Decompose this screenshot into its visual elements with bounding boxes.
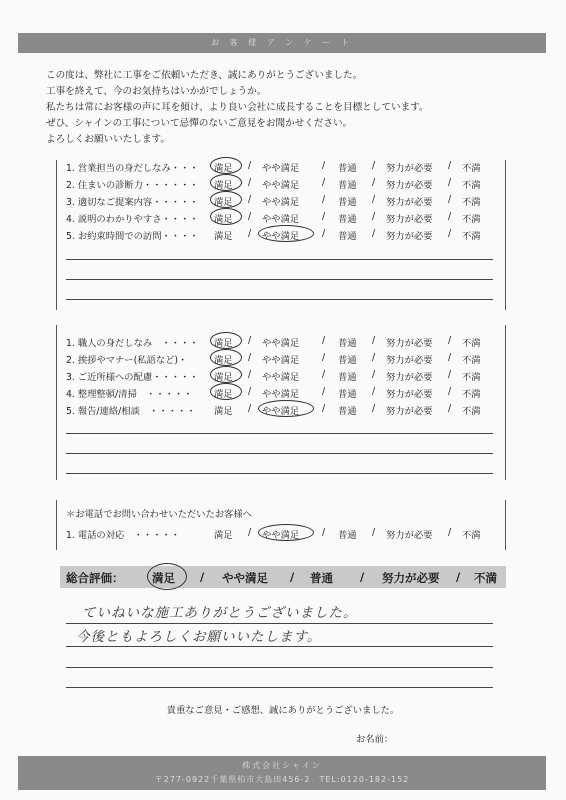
- option-separator: /: [248, 403, 252, 414]
- rating-row: [66, 194, 496, 210]
- handwritten-comment: 今後ともよろしくお願いいたします。: [76, 629, 322, 645]
- rating-question: 5. 報告/連絡/相談 ・・・・・: [66, 406, 196, 417]
- overall-separator: /: [200, 570, 205, 584]
- rating-option[interactable]: 努力が必要: [386, 406, 433, 417]
- option-separator: /: [372, 352, 376, 363]
- comment-line: [66, 473, 493, 474]
- option-separator: /: [448, 228, 452, 239]
- overall-option[interactable]: 不満: [474, 571, 497, 585]
- rating-question: 2. 挨拶やマナー(私語など)・: [66, 355, 188, 366]
- comment-line: [66, 453, 493, 454]
- option-separator: /: [372, 369, 376, 380]
- option-separator: /: [248, 194, 252, 205]
- rating-row: [66, 160, 496, 176]
- option-separator: /: [372, 386, 376, 397]
- rating-option[interactable]: 満足: [214, 163, 233, 174]
- option-separator: /: [322, 335, 326, 346]
- rating-option[interactable]: やや満足: [262, 180, 300, 191]
- comment-line: [66, 667, 493, 668]
- rating-option[interactable]: 不満: [462, 355, 481, 366]
- intro-text: [46, 68, 516, 148]
- rating-option[interactable]: 普通: [338, 180, 357, 191]
- option-separator: /: [448, 194, 452, 205]
- comment-line: [66, 646, 493, 647]
- option-separator: /: [322, 194, 326, 205]
- section1-right-border: [505, 160, 506, 310]
- rating-option[interactable]: 満足: [214, 180, 233, 191]
- survey-title: お 客 様 ア ン ケ ー ト: [18, 33, 546, 53]
- intro-line: 工事を終えて、今のお気持ちはいかがでしょうか。: [46, 86, 267, 97]
- rating-option[interactable]: 普通: [338, 355, 357, 366]
- option-separator: /: [448, 527, 452, 538]
- option-separator: /: [248, 527, 252, 538]
- rating-question: 2. 住まいの診断力・・・・・・: [66, 180, 199, 191]
- rating-question: 4. 説明のわかりやすさ・・・・: [66, 214, 199, 225]
- intro-line: 私たちは常にお客様の声に耳を傾け、より良い会社に成長することを目標としています。: [46, 102, 429, 113]
- option-separator: /: [322, 403, 326, 414]
- rating-option[interactable]: 不満: [462, 406, 481, 417]
- rating-question: 1. 職人の身だしなみ ・・・・: [66, 338, 199, 349]
- intro-line: この度は、弊社に工事をご依頼いただき、誠にありがとうございました。: [46, 70, 363, 81]
- option-separator: /: [248, 335, 252, 346]
- comment-line: [66, 279, 493, 280]
- rating-option[interactable]: 満足: [214, 406, 233, 417]
- rating-row: [66, 335, 496, 351]
- selected-option-circle: [210, 157, 242, 174]
- section2-left-border: [56, 325, 57, 480]
- option-separator: /: [448, 369, 452, 380]
- rating-option[interactable]: やや満足: [262, 530, 300, 541]
- rating-question: 4. 整理整頓/清掃 ・・・・・: [66, 389, 193, 400]
- rating-option[interactable]: 努力が必要: [386, 214, 433, 225]
- rating-option[interactable]: 普通: [338, 163, 357, 174]
- rating-option[interactable]: 満足: [214, 231, 233, 242]
- name-field-label: お名前：: [356, 734, 394, 745]
- overall-option[interactable]: 満足: [152, 571, 175, 585]
- rating-question: 1. 電話の対応 ・・・・・: [66, 530, 181, 541]
- overall-label: 総合評価：: [66, 571, 124, 585]
- rating-option[interactable]: 不満: [462, 214, 481, 225]
- selected-option-circle: [210, 332, 242, 349]
- option-separator: /: [372, 160, 376, 171]
- option-separator: /: [448, 177, 452, 188]
- thanks-text: 貴重なご意見・ご感想、誠にありがとうございました。: [166, 705, 400, 716]
- rating-option[interactable]: 普通: [338, 530, 357, 541]
- comment-line: [66, 259, 493, 260]
- rating-option[interactable]: やや満足: [262, 163, 300, 174]
- section2-right-border: [505, 325, 506, 480]
- selected-option-circle: [258, 524, 314, 541]
- rating-option[interactable]: 努力が必要: [386, 389, 433, 400]
- selected-option-circle: [210, 191, 242, 208]
- rating-option[interactable]: 努力が必要: [386, 180, 433, 191]
- option-separator: /: [372, 403, 376, 414]
- option-separator: /: [322, 177, 326, 188]
- rating-option[interactable]: 不満: [462, 180, 481, 191]
- rating-option[interactable]: 満足: [214, 355, 233, 366]
- option-separator: /: [248, 386, 252, 397]
- rating-option[interactable]: 努力が必要: [386, 231, 433, 242]
- option-separator: /: [372, 211, 376, 222]
- option-separator: /: [448, 403, 452, 414]
- option-separator: /: [372, 194, 376, 205]
- option-separator: /: [322, 369, 326, 380]
- rating-option[interactable]: 満足: [214, 214, 233, 225]
- option-separator: /: [322, 386, 326, 397]
- rating-row: [66, 228, 496, 244]
- overall-separator: /: [290, 570, 295, 584]
- rating-option[interactable]: 普通: [338, 214, 357, 225]
- option-separator: /: [448, 335, 452, 346]
- section3-right-border: [505, 500, 506, 550]
- section3-title: ＊お電話でお問い合わせいただいたお客様へ: [66, 509, 252, 520]
- rating-option[interactable]: 努力が必要: [386, 163, 433, 174]
- rating-question: 1. 営業担当の身だしなみ・・・: [66, 163, 199, 174]
- rating-option[interactable]: 努力が必要: [386, 338, 433, 349]
- rating-row: [66, 403, 496, 419]
- rating-option[interactable]: 普通: [338, 231, 357, 242]
- overall-separator: /: [360, 570, 365, 584]
- option-separator: /: [322, 211, 326, 222]
- rating-option[interactable]: 努力が必要: [386, 530, 433, 541]
- rating-option[interactable]: 努力が必要: [386, 197, 433, 208]
- footer-address: 〒277-0922千葉県柏市大島田456-2 TEL:0120-182-152: [154, 775, 410, 784]
- option-separator: /: [322, 352, 326, 363]
- rating-option[interactable]: 満足: [214, 197, 233, 208]
- option-separator: /: [372, 177, 376, 188]
- comment-line: [66, 299, 493, 300]
- rating-option[interactable]: 普通: [338, 372, 357, 383]
- option-separator: /: [372, 335, 376, 346]
- comment-line: [66, 623, 493, 624]
- rating-option[interactable]: 満足: [214, 530, 233, 541]
- rating-option[interactable]: 不満: [462, 231, 481, 242]
- selected-option-circle: [258, 400, 314, 417]
- rating-option[interactable]: 普通: [338, 389, 357, 400]
- rating-option[interactable]: やや満足: [262, 406, 300, 417]
- option-separator: /: [248, 211, 252, 222]
- overall-option[interactable]: 普通: [310, 571, 333, 585]
- selected-option-circle: [210, 174, 242, 191]
- option-separator: /: [448, 352, 452, 363]
- option-separator: /: [322, 160, 326, 171]
- rating-option[interactable]: やや満足: [262, 338, 300, 349]
- rating-row: [66, 177, 496, 193]
- option-separator: /: [448, 386, 452, 397]
- rating-row: [66, 369, 496, 385]
- rating-row: [66, 352, 496, 368]
- section1-left-border: [56, 160, 57, 310]
- comment-line: [66, 433, 493, 434]
- overall-option[interactable]: 努力が必要: [382, 571, 440, 585]
- option-separator: /: [372, 527, 376, 538]
- option-separator: /: [248, 160, 252, 171]
- rating-question: 5. お約束時間での訪問・・・・: [66, 231, 199, 242]
- rating-option[interactable]: 不満: [462, 163, 481, 174]
- option-separator: /: [248, 369, 252, 380]
- rating-option[interactable]: 不満: [462, 389, 481, 400]
- rating-option[interactable]: 満足: [214, 389, 233, 400]
- overall-separator: /: [456, 570, 461, 584]
- overall-option[interactable]: やや満足: [222, 571, 268, 585]
- selected-option-circle: [210, 383, 242, 400]
- option-separator: /: [448, 160, 452, 171]
- rating-option[interactable]: 不満: [462, 338, 481, 349]
- rating-option[interactable]: 普通: [338, 197, 357, 208]
- option-separator: /: [322, 228, 326, 239]
- rating-row: [66, 527, 496, 543]
- rating-option[interactable]: 不満: [462, 197, 481, 208]
- option-separator: /: [248, 352, 252, 363]
- rating-option[interactable]: やや満足: [262, 197, 300, 208]
- rating-option[interactable]: やや満足: [262, 389, 300, 400]
- comment-line: [66, 687, 493, 688]
- handwritten-comment: ていねいな施工ありがとうございました。: [82, 605, 358, 621]
- option-separator: /: [372, 228, 376, 239]
- rating-option[interactable]: 普通: [338, 406, 357, 417]
- rating-option[interactable]: 満足: [214, 338, 233, 349]
- rating-option[interactable]: 努力が必要: [386, 355, 433, 366]
- rating-option[interactable]: 不満: [462, 530, 481, 541]
- rating-option[interactable]: やや満足: [262, 214, 300, 225]
- rating-option[interactable]: 不満: [462, 372, 481, 383]
- selected-option-circle: [258, 225, 314, 242]
- option-separator: /: [248, 228, 252, 239]
- option-separator: /: [322, 527, 326, 538]
- selected-option-circle: [210, 366, 242, 383]
- intro-line: ぜひ、シャインの工事について忌憚のないご意見をお聞かせください。: [46, 118, 353, 129]
- rating-option[interactable]: やや満足: [262, 355, 300, 366]
- option-separator: /: [248, 177, 252, 188]
- overall-rating-bar: [60, 566, 506, 588]
- overall-selected-circle: [147, 563, 187, 590]
- rating-option[interactable]: やや満足: [262, 231, 300, 242]
- section3-left-border: [56, 500, 57, 550]
- selected-option-circle: [210, 208, 242, 225]
- rating-question: 3. ご近所様への配慮・・・・・: [66, 372, 199, 383]
- rating-question: 3. 適切なご提案内容・・・・・: [66, 197, 199, 208]
- rating-option[interactable]: 努力が必要: [386, 372, 433, 383]
- rating-option[interactable]: 満足: [214, 372, 233, 383]
- rating-option[interactable]: やや満足: [262, 372, 300, 383]
- footer: [18, 756, 546, 790]
- option-separator: /: [448, 211, 452, 222]
- footer-company: 株式会社シャイン: [242, 761, 322, 770]
- selected-option-circle: [210, 349, 242, 366]
- intro-line: よろしくお願いいたします。: [46, 134, 170, 145]
- rating-option[interactable]: 普通: [338, 338, 357, 349]
